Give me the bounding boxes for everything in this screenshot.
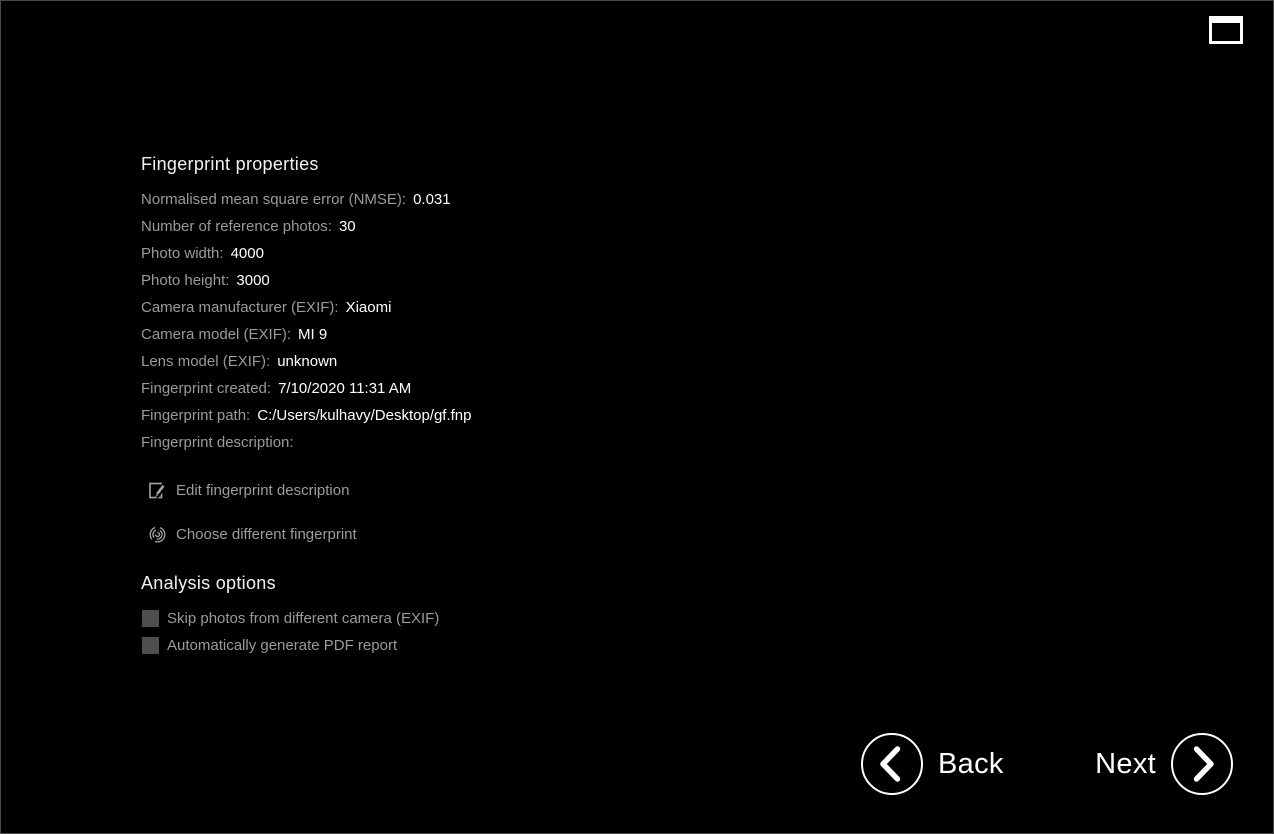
checkbox-skip-photos-different-camera[interactable] — [141, 605, 439, 632]
property-row-fingerprint-created — [141, 375, 841, 402]
choose-different-fingerprint-button[interactable] — [148, 522, 357, 546]
property-label: Normalised mean square error (NMSE): — [141, 191, 407, 208]
property-row-fingerprint-path — [141, 402, 841, 429]
property-value: 30 — [338, 218, 356, 235]
edit-fingerprint-description-label: Edit fingerprint description — [176, 481, 350, 499]
property-value: 0.031 — [413, 191, 451, 208]
checkbox-label: Automatically generate PDF report — [167, 637, 398, 654]
window-outline-icon — [1209, 16, 1243, 44]
property-value: 4000 — [230, 245, 264, 262]
chevron-right-circle-icon — [1170, 732, 1234, 796]
property-value: MI 9 — [298, 326, 328, 343]
property-value: C:/Users/kulhavy/Desktop/gf.fnp — [257, 407, 472, 424]
property-value: unknown — [277, 353, 338, 370]
property-label: Number of reference photos: — [141, 218, 332, 235]
checkbox-auto-generate-pdf-report[interactable] — [141, 632, 397, 659]
window-icon[interactable] — [1209, 16, 1243, 44]
property-row-nmse — [141, 186, 841, 213]
property-label: Fingerprint path: — [141, 407, 251, 424]
back-button[interactable] — [860, 732, 1004, 796]
property-row-camera-model — [141, 321, 841, 348]
property-label: Camera manufacturer (EXIF): — [141, 299, 339, 316]
property-row-photo-height — [141, 267, 841, 294]
checkbox-label: Skip photos from different camera (EXIF) — [167, 610, 440, 627]
property-value: 7/10/2020 11:31 AM — [278, 380, 412, 397]
property-label: Photo width: — [141, 245, 224, 262]
property-label: Fingerprint description: — [141, 434, 294, 451]
checkbox-box[interactable] — [142, 610, 159, 627]
edit-icon — [148, 481, 167, 500]
property-row-reference-photos — [141, 213, 841, 240]
main-content — [141, 154, 841, 659]
next-button[interactable] — [1095, 732, 1234, 796]
fingerprint-properties-title: Fingerprint properties — [141, 154, 319, 174]
edit-fingerprint-description-button[interactable] — [148, 478, 349, 502]
property-value: 3000 — [236, 272, 270, 289]
property-row-camera-manufacturer — [141, 294, 841, 321]
property-row-lens-model — [141, 348, 841, 375]
property-label: Camera model (EXIF): — [141, 326, 292, 343]
property-row-fingerprint-description — [141, 429, 841, 456]
chevron-left-circle-icon — [860, 732, 924, 796]
fingerprint-properties-list — [141, 186, 841, 456]
next-button-label: Next — [1095, 747, 1156, 780]
choose-different-fingerprint-label: Choose different fingerprint — [176, 525, 357, 543]
property-label: Lens model (EXIF): — [141, 353, 271, 370]
property-label: Photo height: — [141, 272, 230, 289]
fingerprint-icon — [148, 525, 167, 544]
checkbox-box[interactable] — [142, 637, 159, 654]
analysis-options-title: Analysis options — [141, 573, 276, 593]
analysis-options-list — [141, 605, 841, 659]
property-row-photo-width — [141, 240, 841, 267]
back-button-label: Back — [938, 747, 1004, 780]
property-value: Xiaomi — [345, 299, 392, 316]
property-label: Fingerprint created: — [141, 380, 272, 397]
